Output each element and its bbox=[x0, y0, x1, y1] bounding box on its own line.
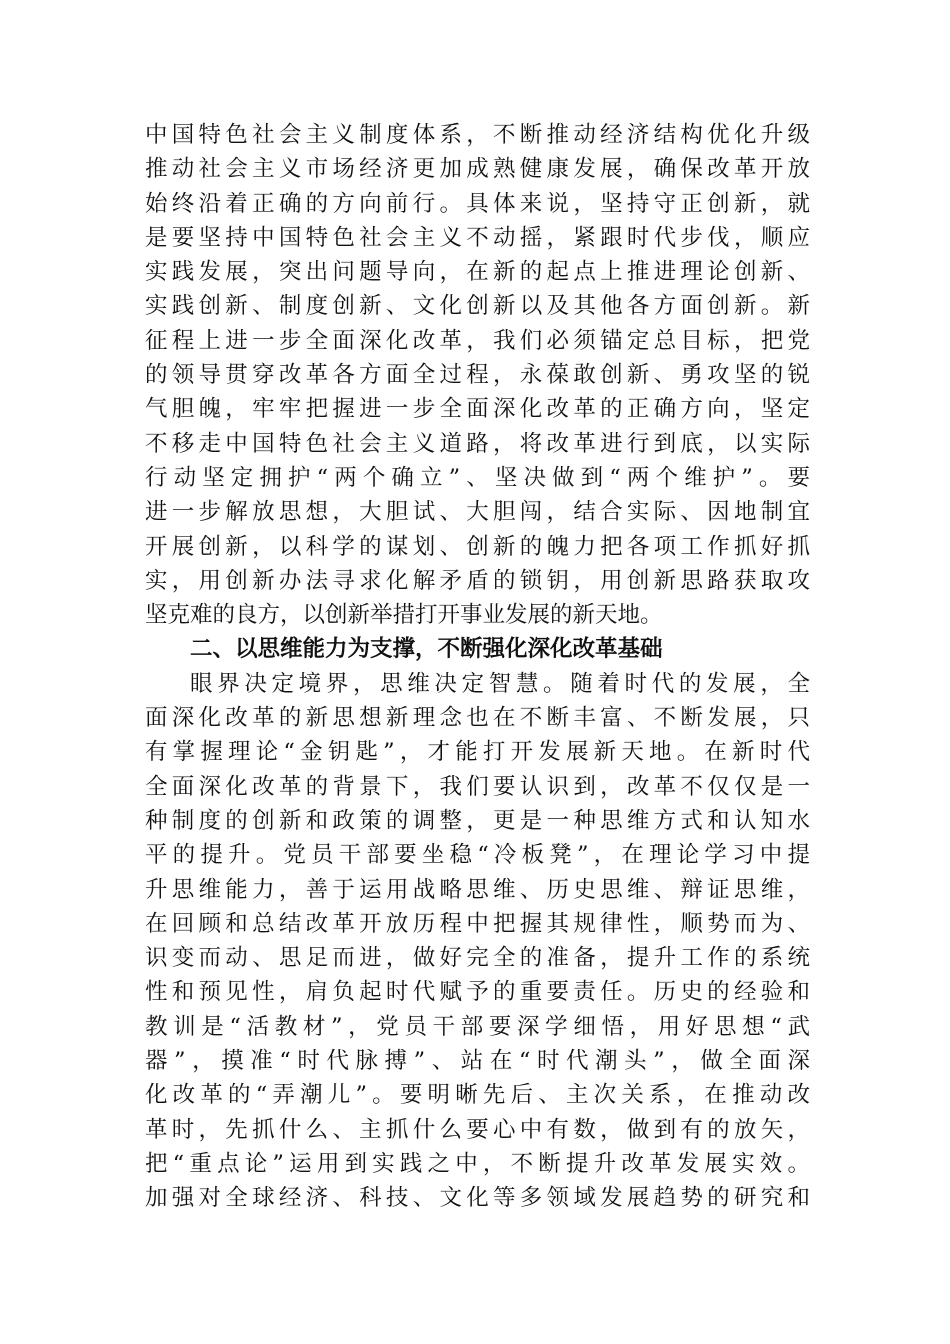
text-line: 开展创新，以科学的谋划、创新的魄力把各项工作抓好抓 bbox=[145, 533, 810, 560]
text-line: 中国特色社会主义制度体系，不断推动经济结构优化升级 bbox=[145, 122, 810, 148]
text-line: 气胆魄，牢牢把握进一步全面深化改革的正确方向，坚定 bbox=[145, 396, 810, 423]
text-line: 识变而动、思足而进，做好完全的准备，提升工作的系统 bbox=[145, 945, 810, 972]
text-line: 全面深化改革的背景下，我们要认识到，改革不仅仅是一 bbox=[145, 773, 810, 800]
paragraph-2 bbox=[145, 667, 810, 1216]
text-line: 进一步解放思想，大胆试、大胆闯，结合实际、因地制宜 bbox=[145, 499, 810, 526]
text-line: 实践创新、制度创新、文化创新以及其他各方面创新。新 bbox=[145, 293, 810, 320]
text-line: 有掌握理论“金钥匙”，才能打开发展新天地。在新时代 bbox=[145, 739, 810, 766]
text-line: 行动坚定拥护“两个确立”、坚决做到“两个维护”。要 bbox=[145, 464, 810, 491]
text-line: 革时，先抓什么、主抓什么要心中有数，做到有的放矢， bbox=[145, 1116, 810, 1143]
text-line: 化改革的“弄潮儿”。要明晰先后、主次关系，在推动改 bbox=[145, 1082, 810, 1109]
text-line: 器”，摸准“时代脉搏”、站在“时代潮头”，做全面深 bbox=[145, 1048, 810, 1075]
text-line: 是要坚持中国特色社会主义不动摇，紧跟时代步伐，顺应 bbox=[145, 224, 810, 251]
text-line: 升思维能力，善于运用战略思维、历史思维、辩证思维， bbox=[145, 876, 810, 903]
text-line: 面深化改革的新思想新理念也在不断丰富、不断发展，只 bbox=[145, 705, 810, 732]
text-line: 的领导贯穿改革各方面全过程，永葆敢创新、勇攻坚的锐 bbox=[145, 362, 810, 389]
text-line: 实践发展，突出问题导向，在新的起点上推进理论创新、 bbox=[145, 259, 810, 286]
text-line: 平的提升。党员干部要坐稳“冷板凳”，在理论学习中提 bbox=[145, 842, 810, 869]
text-line: 不移走中国特色社会主义道路，将改革进行到底，以实际 bbox=[145, 430, 810, 457]
paragraph-1 bbox=[145, 118, 810, 632]
text-line: 种制度的创新和政策的调整，更是一种思维方式和认知水 bbox=[145, 807, 810, 834]
section-heading: 二、以思维能力为支撑，不断强化深化改革基础 bbox=[190, 636, 663, 663]
text-line: 把“重点论”运用到实践之中，不断提升改革发展实效。 bbox=[145, 1150, 810, 1177]
text-line: 在回顾和总结改革开放历程中把握其规律性，顺势而为、 bbox=[145, 910, 810, 937]
text-line: 加强对全球经济、科技、文化等多领域发展趋势的研究和 bbox=[145, 1185, 810, 1212]
text-line: 推动社会主义市场经济更加成熟健康发展，确保改革开放 bbox=[145, 156, 810, 183]
text-line: 眼界决定境界，思维决定智慧。随着时代的发展，全 bbox=[190, 670, 810, 697]
text-line: 坚克难的良方，以创新举措打开事业发展的新天地。 bbox=[145, 602, 663, 629]
text-line: 实，用创新办法寻求化解矛盾的锁钥，用创新思路获取攻 bbox=[145, 567, 810, 594]
text-line: 教训是“活教材”，党员干部要深学细悟，用好思想“武 bbox=[145, 1013, 810, 1040]
text-line: 征程上进一步全面深化改革，我们必须锚定总目标，把党 bbox=[145, 327, 810, 354]
text-line: 始终沿着正确的方向前行。具体来说，坚持守正创新，就 bbox=[145, 190, 810, 217]
text-line: 性和预见性，肩负起时代赋予的重要责任。历史的经验和 bbox=[145, 979, 810, 1006]
document-body bbox=[145, 118, 810, 1216]
